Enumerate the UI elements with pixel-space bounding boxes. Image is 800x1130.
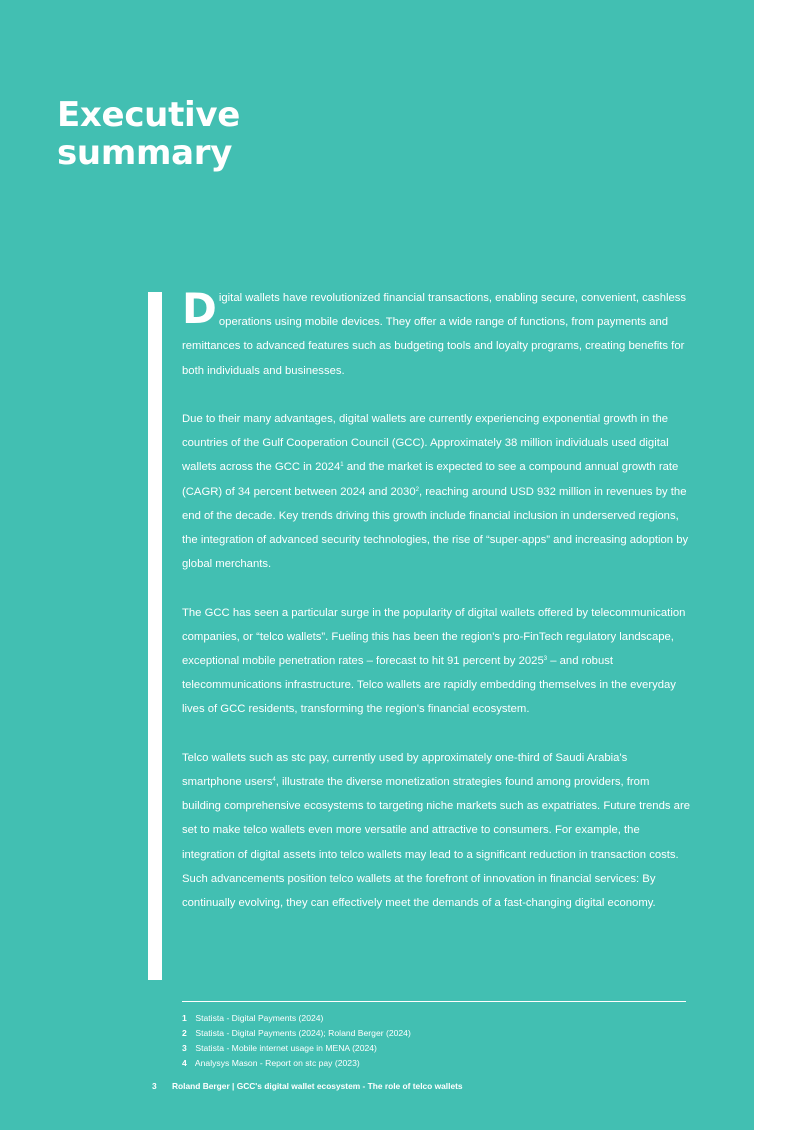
footnote-item (182, 1041, 411, 1056)
page-title-line-1: Executive (57, 95, 241, 135)
body-text (182, 286, 690, 939)
footnote-ref-2: 2 (415, 486, 419, 493)
paragraph-3-text-b: – and robust telecommunications infrastructure. Telco wallets are rapidly embedding themselves in the everyday lives of GCC residents, transforming the region's financial ecosystem. (182, 655, 676, 716)
footnote-text: Statista - Digital Payments (2024); Roland Berger (2024) (195, 1028, 411, 1038)
paragraph-2 (182, 407, 690, 576)
page-number: 3 (152, 1081, 157, 1091)
footnote-item (182, 1056, 411, 1071)
footnote-text: Statista - Digital Payments (2024) (195, 1013, 324, 1023)
running-footer: Roland Berger | GCC's digital wallet ecosystem - The role of telco wallets (172, 1081, 463, 1091)
page-title-line-2: summary (57, 133, 233, 173)
paragraph-1-text: igital wallets have revolutionized financial transactions, enabling secure, convenient, cashless operations using mobile devices. They offer a wide range of functions, from payments and remittances to advanced features such as budgeting tools and loyalty programs, creating benefits for both individuals and businesses. (182, 292, 687, 377)
footnote-text: Analysys Mason - Report on stc pay (2023) (194, 1058, 360, 1068)
paragraph-4-text-a: Telco wallets such as stc pay, currently used by approximately one-third of Saudi Arabia's smartphone users (182, 751, 628, 789)
footnote-ref-3: 3 (543, 656, 548, 663)
footnote-number: 3 (182, 1043, 187, 1053)
paragraph-2-text-a: Due to their many advantages, digital wallets are currently experiencing exponential growth in the countries of the Gulf Cooperation Council (GCC). Approximately 38 million individuals used digital wallets across the GCC in 2024 (182, 413, 669, 474)
page-title (57, 96, 240, 172)
footnotes (182, 1011, 411, 1071)
paragraph-2-text-b: and the market is expected to see a compound annual growth rate (CAGR) of 34 percent between 2024 and 2030 (182, 461, 679, 498)
footnote-text: Statista - Mobile internet usage in MENA (2024) (195, 1043, 377, 1053)
footnote-number: 1 (182, 1013, 187, 1023)
paragraph-3 (182, 601, 690, 722)
footnote-item (182, 1026, 411, 1041)
paragraph-1 (182, 286, 690, 383)
accent-bar (148, 292, 162, 980)
footnote-divider (182, 1001, 686, 1002)
paragraph-4 (182, 746, 690, 915)
footnote-number: 4 (182, 1058, 187, 1068)
footnote-ref-4: 4 (272, 777, 276, 784)
paragraph-2-text-c: , reaching around USD 932 million in revenues by the end of the decade. Key trends driving this growth include financial inclusion in underserved regions, the integration of advanced security technologies, the rise of “super-apps” and increasing adoption by global merchants. (182, 485, 689, 571)
paragraph-4-text-b: , illustrate the diverse monetization strategies found among providers, from building comprehensive ecosystems to targeting niche markets such as expatriates. Future trends are set to make telco wallets even more versatile and attractive to consumers. For example, the integration of digital assets into telco wallets may lead to a significant reduction in transaction costs. Such advancements position telco wallets at the forefront of innovation in financial services: By continually evolving, they can effectively meet the demands of a fast-changing digital economy. (182, 776, 690, 910)
paragraph-3-text-a: The GCC has seen a particular surge in the popularity of digital wallets offered by telecommunication companies, or “telco wallets”. Fueling this has been the region's pro-FinTech regulatory landscape, exceptional mobile penetration rates – forecast to hit 91 percent by 2025 (182, 606, 686, 668)
footnote-item (182, 1011, 411, 1026)
drop-cap: D (182, 284, 217, 333)
footnote-number: 2 (182, 1028, 187, 1038)
footnote-ref-1: 1 (340, 462, 344, 469)
